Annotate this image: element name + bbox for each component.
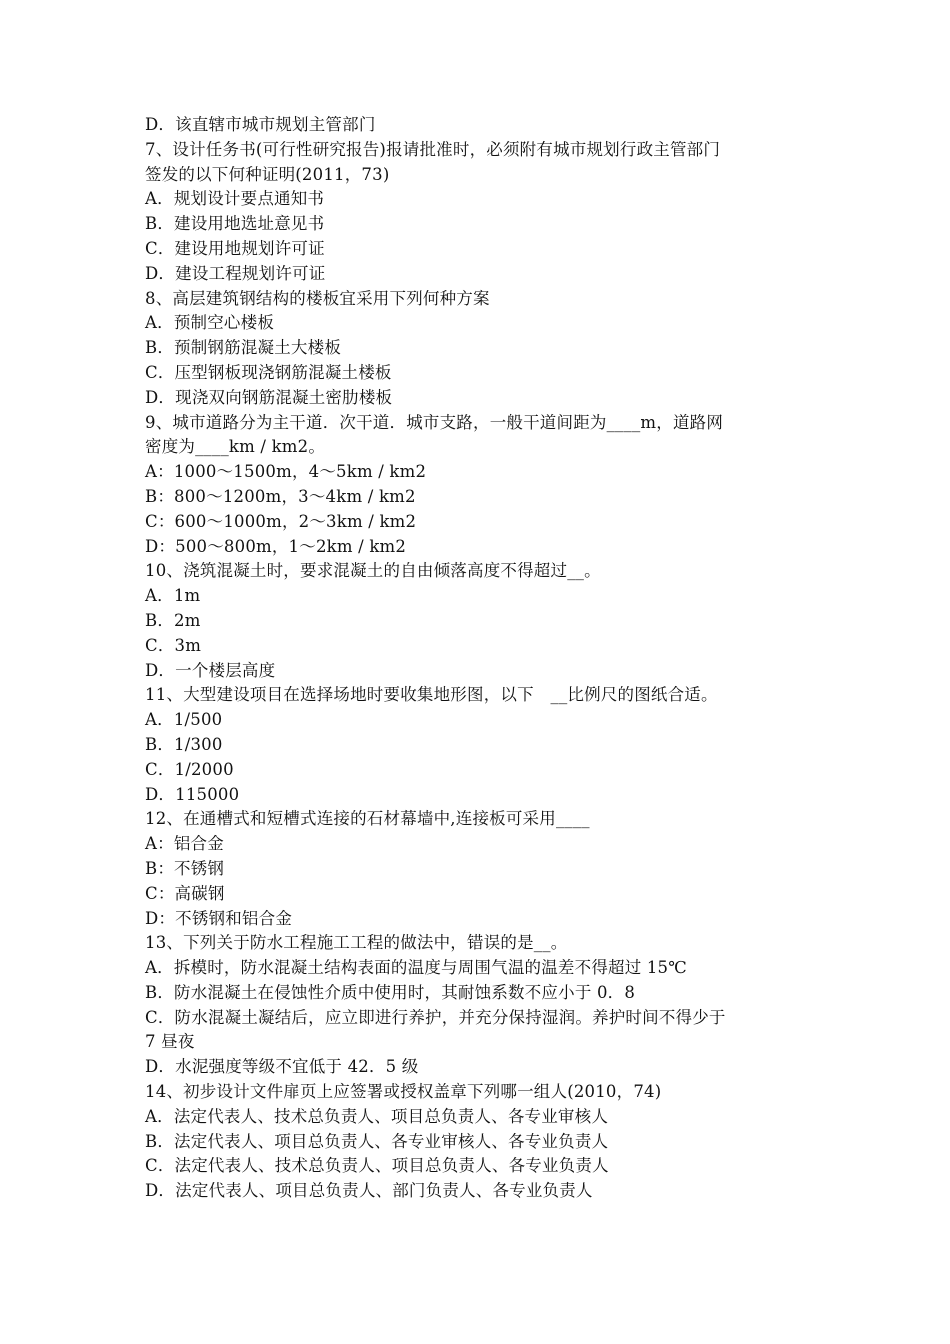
option-line: D．一个楼层高度	[145, 660, 276, 680]
question-11-text: 11、大型建设项目在选择场地时要收集地形图，以下 __比例尺的图纸合适。	[145, 685, 718, 705]
option-line: B．法定代表人、项目总负责人、各专业审核人、各专业负责人	[145, 1131, 609, 1151]
option-line: B：不锈钢	[145, 858, 225, 878]
document-body	[145, 113, 815, 1204]
option-line: C：高碳钢	[145, 883, 225, 903]
option-line: C．3m	[145, 635, 202, 655]
option-line: D．建设工程规划许可证	[145, 263, 326, 283]
option-line: B：800～1200m，3～4km / km2	[145, 486, 416, 506]
question-12-text: 12、在通槽式和短槽式连接的石材幕墙中,连接板可采用____	[145, 809, 590, 829]
option-line: A：1000～1500m，4～5km / km2	[145, 462, 427, 482]
question-10-text: 10、浇筑混凝土时，要求混凝土的自由倾落高度不得超过__。	[145, 561, 601, 581]
option-line: B．预制钢筋混凝土大楼板	[145, 338, 342, 358]
option-line: A．法定代表人、技术总负责人、项目总负责人、各专业审核人	[145, 1106, 609, 1126]
option-line: D：500～800m，1～2km / km2	[145, 536, 407, 556]
option-line-cont: 7 昼夜	[145, 1032, 195, 1052]
option-line: A．规划设计要点通知书	[145, 189, 325, 209]
question-8-text: 8、高层建筑钢结构的楼板宜采用下列何种方案	[145, 288, 490, 308]
option-line: C．压型钢板现浇钢筋混凝土楼板	[145, 362, 392, 382]
option-line: C．1/2000	[145, 759, 234, 779]
question-9-text: 9、城市道路分为主干道．次干道．城市支路，一般干道间距为____m，道路网	[145, 412, 724, 432]
option-line: A：铝合金	[145, 834, 224, 854]
option-line: A．1m	[145, 586, 201, 606]
option-line: B．2m	[145, 610, 201, 630]
question-9-text-cont: 密度为____km / km2。	[145, 437, 326, 457]
option-line: C．建设用地规划许可证	[145, 238, 325, 258]
option-line: D．水泥强度等级不宜低于 42．5 级	[145, 1057, 419, 1077]
option-line: D．该直辖市城市规划主管部门	[145, 115, 376, 134]
option-line: C．法定代表人、技术总负责人、项目总负责人、各专业负责人	[145, 1156, 609, 1176]
question-13-text: 13、下列关于防水工程施工工程的做法中，错误的是__。	[145, 933, 568, 953]
option-line: D．法定代表人、项目总负责人、部门负责人、各专业负责人	[145, 1181, 593, 1201]
option-line: B．1/300	[145, 734, 223, 754]
option-line: C：600～1000m，2～3km / km2	[145, 511, 417, 531]
option-line: A．预制空心楼板	[145, 313, 275, 333]
question-7-text: 7、设计任务书(可行性研究报告)报请批准时，必须附有城市规划行政主管部门	[145, 139, 721, 159]
option-line: C．防水混凝土凝结后，应立即进行养护，并充分保持湿润。养护时间不得少于	[145, 1007, 726, 1027]
option-line: D：不锈钢和铝合金	[145, 908, 293, 928]
question-7-text-cont: 签发的以下何种证明(2011，73)	[145, 164, 390, 184]
option-line: A．1/500	[145, 710, 223, 730]
option-line: B．防水混凝土在侵蚀性介质中使用时，其耐蚀系数不应小于 0．8	[145, 982, 636, 1002]
option-line: B．建设用地选址意见书	[145, 214, 325, 234]
question-14-text: 14、初步设计文件扉页上应签署或授权盖章下列哪一组人(2010，74)	[145, 1082, 662, 1102]
option-line: A．拆模时，防水混凝土结构表面的温度与周围气温的温差不得超过 15℃	[145, 958, 687, 978]
option-line: D．现浇双向钢筋混凝土密肋楼板	[145, 387, 393, 407]
option-line: D．115000	[145, 784, 240, 804]
